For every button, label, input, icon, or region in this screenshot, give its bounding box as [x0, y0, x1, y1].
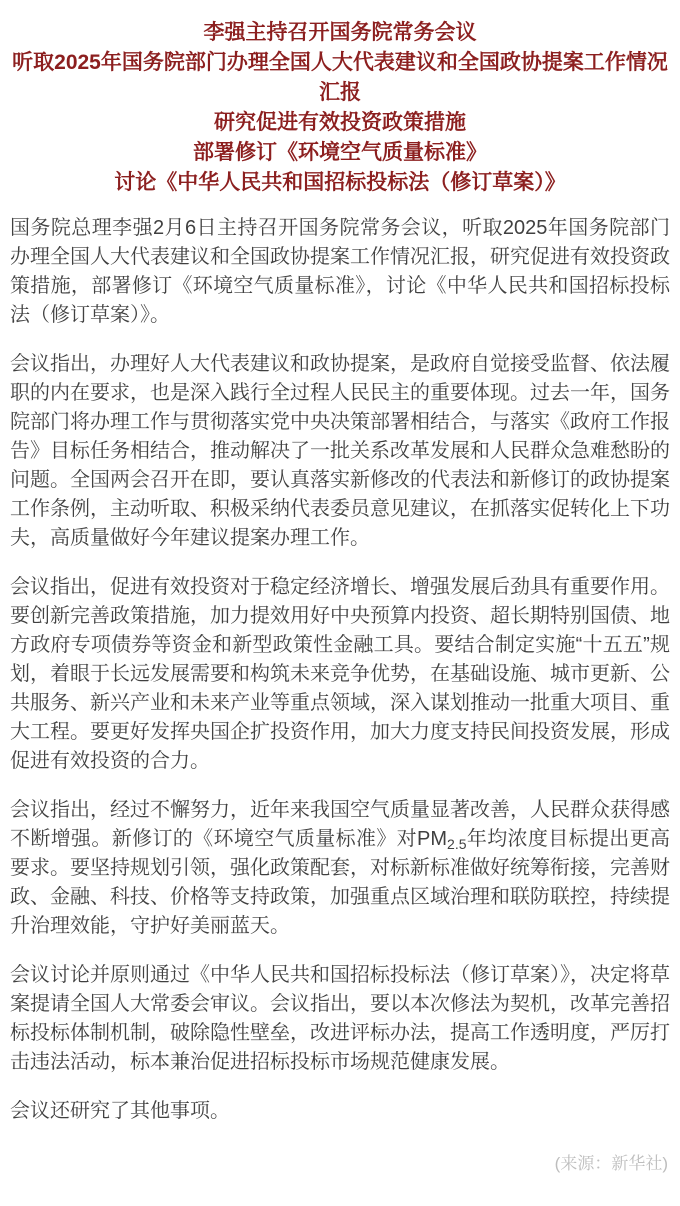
article-title — [10, 18, 670, 198]
paragraph-other-matters: 会议还研究了其他事项。 — [10, 1100, 230, 1122]
title-line-1: 李强主持召开国务院常务会议 — [203, 21, 477, 44]
title-line-4: 部署修订《环境空气质量标准》 — [193, 141, 487, 164]
article-body — [10, 214, 670, 1126]
paragraph-suggestions-proposals: 会议指出，办理好人大代表建议和政协提案，是政府自觉接受监督、依法履职的内在要求，也是深入践行全过程人民民主的重要体现。过去一年，国务院部门将办理工作与贯彻落实党中央决策部署相结合，与落实《政府工作报告》目标任务相结合，推动解决了一批关系改革发展和人民群众急难愁盼的问题。全国两会召开在即，要认真落实新修改的代表法和新修订的政协提案工作条例，主动听取、积极采纳代表委员意见建议，在抓落实促转化上下功夫，高质量做好今年建议提案办理工作。 — [10, 353, 670, 549]
paragraph-bidding-law: 会议讨论并原则通过《中华人民共和国招标投标法（修订草案）》，决定将草案提请全国人大常委会审议。会议指出，要以本次修法为契机，改革完善招标投标体制机制，破除隐性壁垒，改进评标办法，提高工作透明度，严厉打击违法活动，标本兼治促进招标投标市场规范健康发展。 — [10, 964, 670, 1073]
title-line-3: 研究促进有效投资政策措施 — [214, 111, 466, 134]
title-line-5: 讨论《中华人民共和国招标投标法（修订草案）》 — [114, 171, 566, 194]
paragraph-air-quality-text-before: 会议指出，经过不懈努力，近年来我国空气质量显著改善，人民群众获得感不断增强。新修订的《环境空气质量标准》对PM — [10, 799, 670, 850]
paragraph-lede: 国务院总理李强2月6日主持召开国务院常务会议，听取2025年国务院部门办理全国人大代表建议和全国政协提案工作情况汇报，研究促进有效投资政策措施，部署修订《环境空气质量标准》，讨论《中华人民共和国招标投标法（修订草案）》。 — [10, 217, 670, 326]
source-attribution: (来源：新华社) — [554, 1154, 668, 1173]
paragraph-air-quality-text-after: 年均浓度目标提出更高要求。要坚持规划引领，强化政策配套，对标新标准做好统筹衔接，完善财政、金融、科技、价格等支持政策，加强重点区域治理和联防联控，持续提升治理效能，守护好美丽蓝天。 — [10, 828, 671, 937]
paragraph-effective-investment: 会议指出，促进有效投资对于稳定经济增长、增强发展后劲具有重要作用。要创新完善政策措施，加力提效用好中央预算内投资、超长期特别国债、地方政府专项债券等资金和新型政策性金融工具。要结合制定实施“十五五”规划，着眼于长远发展需要和构筑未来竞争优势，在基础设施、城市更新、公共服务、新兴产业和未来产业等重点领域，深入谋划推动一批重大项目、重大工程。要更好发挥央国企扩投资作用，加大力度支持民间投资发展，形成促进有效投资的合力。 — [10, 576, 670, 772]
paragraph-air-quality — [10, 796, 670, 941]
pm25-subscript: 2.5 — [447, 836, 467, 852]
title-line-2: 听取2025年国务院部门办理全国人大代表建议和全国政协提案工作情况汇报 — [12, 51, 668, 104]
